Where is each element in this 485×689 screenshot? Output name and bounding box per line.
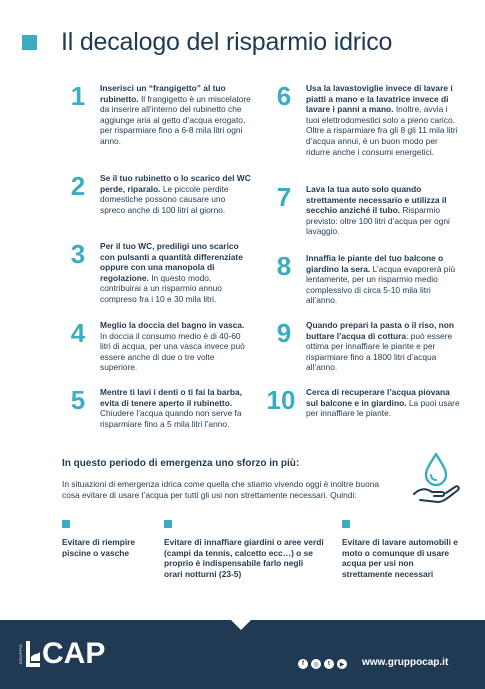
- tip-heading: Innaffia le piante del tuo balcone o giardino la sera.: [306, 253, 444, 274]
- tip-item-1: [62, 83, 252, 147]
- tip-text: [306, 83, 460, 157]
- tip-body: La puoi usare per innaffiare le piante.: [306, 397, 460, 419]
- tip-item-10: [262, 387, 460, 419]
- logo-mark-icon: [26, 641, 40, 667]
- tip-text: [100, 83, 252, 147]
- tip-number: 1: [70, 81, 86, 111]
- emergency-tip-1: [62, 520, 150, 558]
- tip-text: [100, 173, 252, 215]
- website-link[interactable]: www.gruppocap.it: [362, 657, 449, 668]
- tip-number: 5: [70, 385, 86, 415]
- tip-number: 8: [276, 251, 292, 281]
- tip-body: In doccia il consumo medio è di 40-60 litri di acqua, per una vasca invece può essere anche di due o tre volte superiore.: [100, 330, 245, 373]
- footer-notch: [231, 620, 251, 630]
- tip-text: [100, 387, 252, 429]
- page-title: Il decalogo del risparmio idrico: [61, 28, 393, 56]
- tip-heading: Usa la lavastoviglie invece di lavare i piatti a mano e la lavatrice invece di lavare i panni a mano.: [306, 83, 453, 115]
- youtube-icon[interactable]: ▶: [337, 659, 347, 669]
- tip-item-5: [62, 387, 252, 429]
- tip-item-2: [62, 173, 252, 215]
- tip-body: Risparmio previsto: oltre 100 litri d’acqua per ogni lavaggio.: [306, 205, 450, 237]
- emergency-tip-text: Evitare di lavare automobili e moto o comunque di usare acqua per usi non strettamente necessari: [342, 537, 458, 579]
- cap-logo[interactable]: [18, 637, 106, 670]
- tip-heading: Mentre ti lavi i denti o ti fai la barba, evita di tenere aperto il rubinetto.: [100, 387, 242, 408]
- tip-text: [306, 387, 460, 419]
- tip-number: 7: [276, 182, 292, 212]
- instagram-icon[interactable]: ◎: [311, 659, 321, 669]
- twitter-icon[interactable]: t: [324, 659, 334, 669]
- tip-square-icon: [164, 520, 172, 528]
- tip-heading: Meglio la doccia del bagno in vasca.: [100, 320, 245, 330]
- tip-item-3: [62, 241, 252, 305]
- tip-body: Il frangigetto è un miscelatore da inserire all’interno del rubinetto che aggiunge aria al getto d’acqua erogato, per risparmiare fino a 6-8 mila litri ogni anno.: [100, 93, 251, 146]
- tip-square-icon: [62, 520, 70, 528]
- tip-item-8: [268, 253, 460, 306]
- tip-heading: Per il tuo WC, prediligi uno scarico con pulsanti a quantità differenziate oppure con una manopola di regolazione.: [100, 241, 243, 283]
- tip-item-6: [268, 83, 460, 157]
- tip-item-9: [268, 320, 460, 373]
- tip-number: 3: [70, 239, 86, 269]
- tip-square-icon: [342, 520, 350, 528]
- emergency-tip-text: Evitare di riempire piscine o vasche: [62, 537, 136, 558]
- tip-body: Le piccole perdite domestiche possono causare uno spreco anche di 100 litri al giorno.: [100, 183, 229, 215]
- tip-heading: Lava la tua auto solo quando strettamente necessario e utilizza il secchio anziché il tubo.: [306, 184, 447, 216]
- tip-number: 2: [70, 171, 86, 201]
- tip-text: [306, 320, 460, 373]
- tip-heading: Cerca di recuperare l’acqua piovana sul balcone e in giardino.: [306, 387, 450, 408]
- title-square-icon: [22, 35, 37, 50]
- emergency-tip-2: [164, 520, 324, 579]
- logo-text: CAP: [42, 637, 106, 670]
- tip-number: 6: [276, 81, 292, 111]
- tip-item-7: [268, 184, 460, 237]
- emergency-title: In questo periodo di emergenza uno sforzo in più:: [62, 458, 300, 469]
- tip-heading: Inserisci un “frangigetto” al tuo rubinetto.: [100, 83, 226, 104]
- tip-text: [306, 253, 460, 306]
- tip-text: [100, 320, 252, 373]
- emergency-tip-text: Evitare di innaffiare giardini o aree verdi (campi da tennis, calcetto ecc…) o se proprio è indispensabile farlo negli orari notturni (23-5): [164, 537, 324, 579]
- social-links: [298, 659, 347, 669]
- tip-number: 9: [276, 318, 292, 348]
- water-drop-hand-icon: [410, 450, 462, 506]
- facebook-icon[interactable]: f: [298, 659, 308, 669]
- title-row: [22, 28, 392, 57]
- emergency-tip-3: [342, 520, 462, 579]
- tip-item-4: [62, 320, 252, 373]
- emergency-text: In situazioni di emergenza idrica come quella che stiamo vivendo oggi è inoltre buona cosa evitare di usare l’acqua per tutti gli usi non strettamente necessari. Quindi:: [62, 479, 380, 500]
- tip-body: Chiudere l’acqua quando non serve fa risparmiare fino a 5 mila litri l’anno.: [100, 408, 242, 429]
- tip-body: L’acqua evaporerà più lentamente, per un risparmio medio complessivo di circa 5-10 mila litri all’anno.: [306, 263, 455, 306]
- tip-body: In questo modo, contribuirai a un risparmio annuo compreso fra i 10 e 30 mila litri.: [100, 272, 222, 304]
- tip-number: 10: [266, 385, 296, 415]
- tip-number: 4: [70, 318, 86, 348]
- tip-heading: Quando prepari la pasta o il riso, non buttare l’acqua di cottura: [306, 320, 454, 341]
- tip-text: [306, 184, 460, 237]
- tip-body: : può essere ottima per innaffiare le piante e per risparmiare fino a 1800 litri d’acqua all’anno.: [306, 330, 453, 373]
- tip-text: [100, 241, 252, 305]
- tip-heading: Se il tuo rubinetto o lo scarico del WC perde, riparalo.: [100, 173, 251, 194]
- logo-gruppo-text: GRUPPO: [18, 643, 23, 665]
- tip-body: Inoltre, avvia i tuoi elettrodomestici solo a pieno carico. Oltre a risparmiare fra gli 8 gli 11 mila litri d’acqua annui, è un buon modo per ridurre anche i consumi energetici.: [306, 104, 458, 157]
